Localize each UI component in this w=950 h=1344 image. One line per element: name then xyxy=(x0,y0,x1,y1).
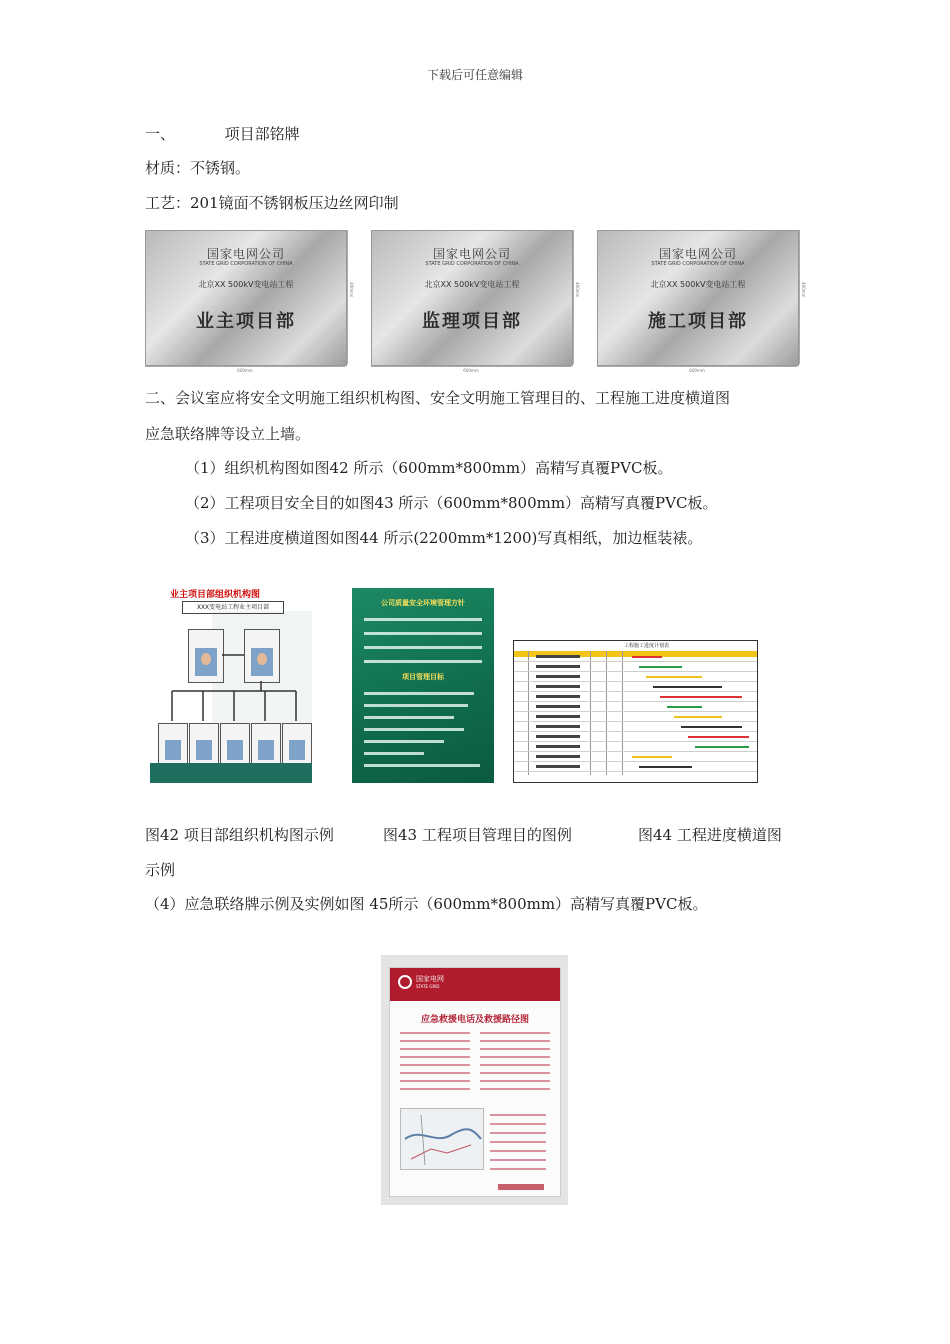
gantt-bar xyxy=(688,736,749,738)
fig43-title: 公司质量安全环境管理方针 xyxy=(381,599,465,607)
gantt-bar xyxy=(695,746,749,748)
plaque-owner xyxy=(145,230,347,366)
state-grid-logo-icon xyxy=(398,975,412,989)
board-brand: 国家电网 xyxy=(416,975,444,983)
plaque-company: 国家电网公司 xyxy=(658,247,737,261)
plaque-company: 国家电网公司 xyxy=(432,247,511,261)
caption-fig44: 图44 工程进度横道图 xyxy=(638,826,782,844)
gantt-row-line xyxy=(514,661,757,662)
gantt-bar xyxy=(674,716,722,718)
contact-entry xyxy=(400,1048,470,1050)
gantt-row-line xyxy=(514,691,757,692)
caption-fig43: 图43 工程项目管理目的图例 xyxy=(383,826,572,844)
section3-item4: （4）应急联络牌示例及实例如图 45所示（600mm*800mm）高精写真覆PVC板。 xyxy=(145,895,708,913)
gantt-task-label xyxy=(536,755,580,758)
section1-heading-text: 项目部铭牌 xyxy=(224,125,300,143)
gantt-task-label xyxy=(536,725,580,728)
contact-entry xyxy=(480,1080,550,1082)
org-box-member xyxy=(189,723,219,765)
org-box-member xyxy=(158,723,188,765)
plaque-company-en: STATE GRID CORPORATION OF CHINA xyxy=(199,261,293,267)
contact-entry xyxy=(400,1056,470,1058)
fig42-subtitle: XXX变电站工程业主项目部 xyxy=(182,601,284,614)
gantt-row-line xyxy=(514,701,757,702)
gantt-row-line xyxy=(514,711,757,712)
gantt-task-label xyxy=(536,715,580,718)
plaque-name: 施工项目部 xyxy=(648,311,748,332)
figure-43-goals-board xyxy=(352,588,494,783)
gantt-task-label xyxy=(536,695,580,698)
plaque-width-dim: 600mm xyxy=(371,366,571,373)
gantt-task-label xyxy=(536,745,580,748)
gantt-bar xyxy=(639,666,682,668)
org-box-member xyxy=(282,723,312,765)
fig43-subtitle: 项目管理目标 xyxy=(402,673,444,681)
contact-entry xyxy=(480,1032,550,1034)
hospital-entry xyxy=(490,1168,546,1170)
gantt-row-line xyxy=(514,771,757,772)
hospital-entry xyxy=(490,1159,546,1161)
figure-42-org-chart xyxy=(150,585,312,783)
plaque-height-dim: 400mm xyxy=(573,230,582,364)
gantt-bar xyxy=(681,726,742,728)
plaque-supervision xyxy=(371,230,573,366)
gantt-task-label xyxy=(536,735,580,738)
figure-44-gantt xyxy=(513,640,758,783)
contact-entry xyxy=(480,1072,550,1074)
plaque-name: 监理项目部 xyxy=(422,311,522,332)
contact-entry xyxy=(480,1040,550,1042)
org-chart-base xyxy=(150,763,312,783)
section2-item2: （2）工程项目安全目的如图43 所示（600mm*800mm）高精写真覆PVC板。 xyxy=(185,494,718,512)
plaque-project: 北京XX 500kV变电站工程 xyxy=(424,280,520,289)
contact-entry xyxy=(400,1088,470,1090)
board-header xyxy=(390,968,560,1001)
gantt-row-line xyxy=(514,671,757,672)
contact-entry xyxy=(400,1064,470,1066)
hospital-entry xyxy=(490,1132,546,1134)
gantt-row-line xyxy=(514,751,757,752)
contact-entry xyxy=(400,1032,470,1034)
gantt-task-label xyxy=(536,685,580,688)
org-box-member xyxy=(251,723,281,765)
gantt-bar xyxy=(646,676,702,678)
figure-45-emergency-board xyxy=(381,955,568,1205)
hospital-entry xyxy=(490,1114,546,1116)
plaque-project: 北京XX 500kV变电站工程 xyxy=(198,280,294,289)
gantt-row-line xyxy=(514,681,757,682)
section2-line1: 二、会议室应将安全文明施工组织机构图、安全文明施工管理目的、工程施工进度横道图 xyxy=(145,389,731,407)
gantt-bar xyxy=(632,656,662,658)
contact-entry xyxy=(400,1072,470,1074)
gantt-row-line xyxy=(514,731,757,732)
gantt-task-label xyxy=(536,655,580,658)
plaque-project: 北京XX 500kV变电站工程 xyxy=(650,280,746,289)
plaque-company-en: STATE GRID CORPORATION OF CHINA xyxy=(425,261,519,267)
material-line: 材质：不锈钢。 xyxy=(145,159,251,177)
page-header: 下载后可任意编辑 xyxy=(426,68,523,82)
contact-entry xyxy=(400,1080,470,1082)
plaque-construction xyxy=(597,230,799,366)
gantt-row-line xyxy=(514,721,757,722)
gantt-title: 工程施工进度计划表 xyxy=(624,643,670,649)
gantt-bar xyxy=(653,686,722,688)
plaque-height-dim: 400mm xyxy=(799,230,808,364)
gantt-bar xyxy=(632,756,672,758)
gantt-row-line xyxy=(514,741,757,742)
section2-item3: （3）工程进度横道图如图44 所示(2200mm*1200)写真相纸，加边框装裱。 xyxy=(185,529,703,547)
section2-line2: 应急联络牌等设立上墙。 xyxy=(145,425,311,443)
caption-fig44-cont: 示例 xyxy=(145,861,176,879)
plaque-company-en: STATE GRID CORPORATION OF CHINA xyxy=(651,261,745,267)
caption-fig42: 图42 项目部组织机构图示例 xyxy=(145,826,334,844)
hospital-entry xyxy=(490,1150,546,1152)
gantt-row-line xyxy=(514,761,757,762)
board-brand-en: STATE GRID xyxy=(416,984,440,989)
board-footer-mark xyxy=(498,1184,544,1190)
section2-item1: （1）组织机构图如图42 所示（600mm*800mm）高精写真覆PVC板。 xyxy=(185,459,673,477)
contact-entry xyxy=(480,1064,550,1066)
gantt-task-label xyxy=(536,665,580,668)
plaque-company: 国家电网公司 xyxy=(206,247,285,261)
section1-heading-num: 一、 xyxy=(145,125,176,143)
section1-heading xyxy=(145,124,300,144)
plaque-width-dim: 600mm xyxy=(145,366,345,373)
plaque-height-dim: 400mm xyxy=(347,230,356,364)
gantt-bar xyxy=(667,706,702,708)
hospital-entry xyxy=(490,1123,546,1125)
gantt-task-label xyxy=(536,675,580,678)
fig42-title: 业主项目部组织机构图 xyxy=(170,590,261,600)
gantt-bar xyxy=(639,766,692,768)
plaque-name: 业主项目部 xyxy=(196,311,296,332)
emergency-board xyxy=(389,967,561,1197)
org-box-member xyxy=(220,723,250,765)
hospital-entry xyxy=(490,1141,546,1143)
craft-line: 工艺：201镜面不锈钢板压边丝网印制 xyxy=(145,194,399,212)
gantt-bar xyxy=(660,696,742,698)
rescue-route-map xyxy=(400,1108,484,1170)
contact-entry xyxy=(480,1048,550,1050)
plaque-width-dim: 600mm xyxy=(597,366,797,373)
board-title: 应急救援电话及救援路径图 xyxy=(420,1015,529,1025)
gantt-task-label xyxy=(536,705,580,708)
contact-entry xyxy=(480,1056,550,1058)
contact-entry xyxy=(400,1040,470,1042)
gantt-task-label xyxy=(536,765,580,768)
contact-entry xyxy=(480,1088,550,1090)
